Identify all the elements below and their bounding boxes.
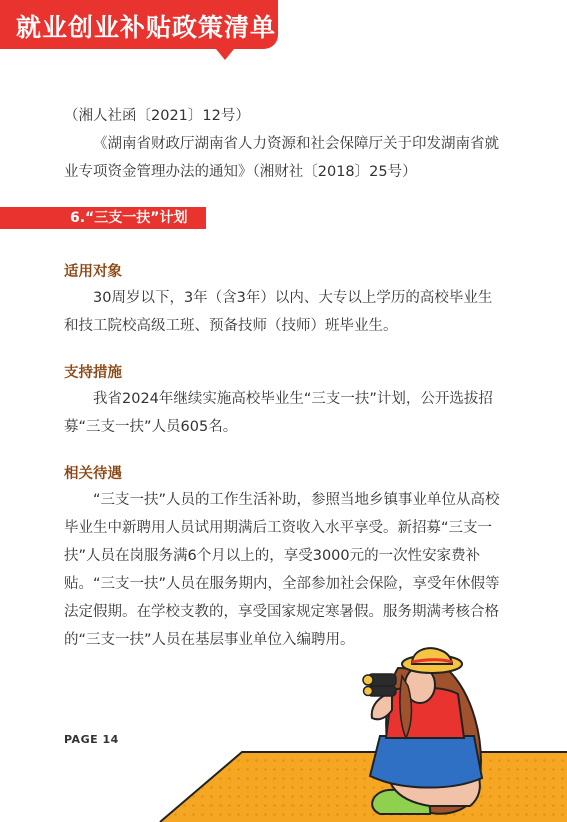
page-number: PAGE 14 <box>64 733 119 746</box>
heading-benefits: 相关待遇 <box>64 466 122 482</box>
binoculars-icon <box>363 674 396 696</box>
benefits-text: “三支一扶”人员的工作生活补助，参照当地乡镇事业单位从高校毕业生中新聘用人员试用期满后工资收入水平享受。新招募“三支一扶”人员在岗服务满6个月以上的，享受3000元的一次性安家费补贴。“三支一扶”人员在服务期内，全部参加社会保险，享受年休假等法定假期。在学校支教的，享受国家规定寒暑假。服务期满考核合格的“三支一扶”人员在基层事业单位入编聘用。 <box>64 492 500 648</box>
heading-target-group: 适用对象 <box>64 264 122 280</box>
target-group-text: 30周岁以下，3年（含3年）以内、大专以上学历的高校毕业生和技工院校高级工班、预备技师（技师）班毕业生。 <box>64 290 493 334</box>
page-title: 就业创业补贴政策清单 <box>16 13 277 42</box>
support-measures-text: 我省2024年继续实施高校毕业生“三支一扶”计划，公开选拔招募“三支一扶”人员605名。 <box>64 391 493 435</box>
doc-ref-line2: 《湖南省财政厅湖南省人力资源和社会保障厅关于印发湖南省就业专项资金管理办法的通知》（湘财社〔2018〕25号） <box>64 136 499 180</box>
doc-ref-line1: （湘人社函〔2021〕12号） <box>64 108 250 124</box>
heading-support-measures: 支持措施 <box>64 365 122 381</box>
section-title: 6.“三支一扶”计划 <box>70 210 188 226</box>
mat-shape <box>160 752 567 822</box>
